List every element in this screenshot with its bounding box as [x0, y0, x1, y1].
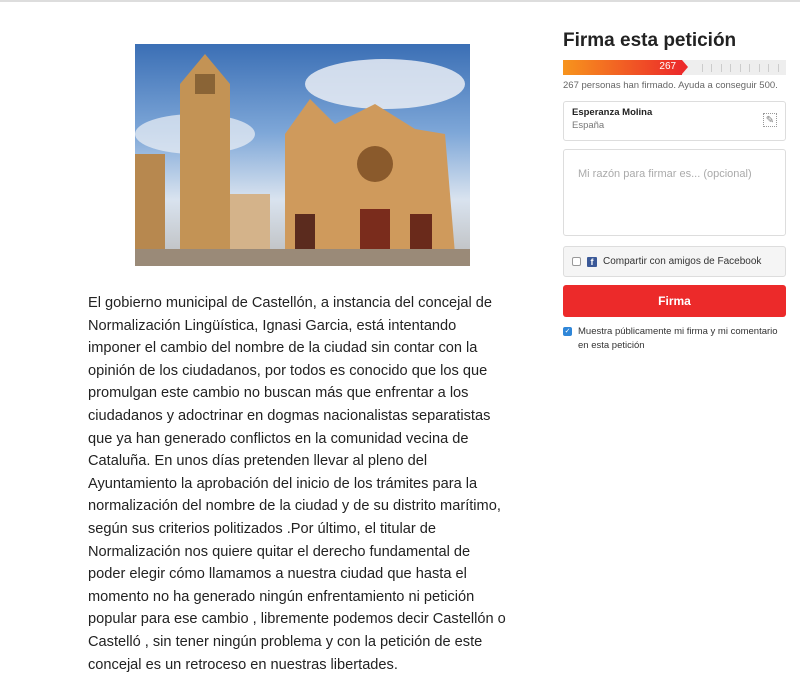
- sign-panel: [563, 30, 786, 353]
- description-line: según sus criterios politizados .Por último, el titular de: [88, 520, 436, 537]
- petition-description: [88, 292, 538, 676]
- signer-country: España: [572, 120, 605, 131]
- description-line: promulgan este cambio no buscan más que enfrentar a los: [88, 385, 469, 402]
- progress-tick: [759, 64, 760, 72]
- progress-tick: [721, 64, 722, 72]
- progress-tick: [768, 64, 769, 72]
- description-line: Cataluña. En unos días pretenden llevar al pleno del: [88, 453, 428, 470]
- description-line: El gobierno municipal de Castellón, a instancia del concejal de: [88, 295, 493, 311]
- progress-tick: [778, 64, 779, 72]
- description-line: que ya han generado conflictos en la comunidad vecina de: [88, 430, 469, 447]
- facebook-share-option[interactable]: [563, 246, 786, 277]
- progress-fill: [563, 60, 682, 75]
- progress-tick: [711, 64, 712, 72]
- share-label: Compartir con amigos de Facebook: [603, 256, 762, 267]
- signature-progress-bar: [563, 60, 786, 75]
- sign-panel-title: Firma esta petición: [563, 30, 737, 51]
- progress-tick: [749, 64, 750, 72]
- progress-tick: [740, 64, 741, 72]
- signer-info[interactable]: [563, 101, 786, 141]
- signer-name: Esperanza Molina: [572, 107, 653, 118]
- description-line: normalización del nombre de la ciudad y de su distrito marítimo,: [88, 498, 501, 515]
- public-checkbox-checked[interactable]: ✓: [564, 328, 571, 335]
- public-display-option[interactable]: [563, 325, 786, 353]
- description-line: Normalización nos quiere quitar el derecho fundamental de: [88, 543, 471, 560]
- description-line: opinión de los ciudadanos, por todos es conocido que los que: [88, 362, 488, 379]
- description-line: Castelló , sin tener ningún problema y con la petición de este: [88, 633, 483, 650]
- pencil-edit-icon[interactable]: ✎: [763, 113, 777, 127]
- description-line: popular para ese cambio , libremente podemos decir Castellón o: [88, 611, 506, 628]
- description-line: imponer el cambio del nombre de la ciudad sin contar con la: [88, 340, 478, 357]
- description-line: concejal es un retroceso en nuestras libertades.: [88, 656, 398, 673]
- description-line: Normalización Lingüística, Ignasi Garcia, está intentando: [88, 317, 457, 334]
- description-line: momento no ha generado ningún enfrentamiento ni petición: [88, 588, 475, 605]
- description-line: Ayuntamiento la aprobación del inicio de los trámites para la: [88, 475, 478, 492]
- signature-count-text: 267 personas han firmado. Ayuda a conseguir 500.: [563, 80, 778, 91]
- reason-textarea[interactable]: Mi razón para firmar es... (opcional): [563, 149, 786, 236]
- progress-arrow: [682, 60, 688, 74]
- facebook-icon: f: [587, 257, 597, 267]
- signature-count-badge: 267: [659, 61, 677, 72]
- top-divider: [0, 0, 800, 2]
- public-label: Muestra públicamente mi firma y mi comentario en esta petición: [578, 326, 778, 351]
- progress-tick: [702, 64, 703, 72]
- progress-tick: [730, 64, 731, 72]
- description-line: poder elegir cómo llamamos a nuestra ciudad que hasta el: [88, 566, 467, 583]
- share-checkbox[interactable]: [572, 257, 581, 266]
- description-line: ciudadanos y adoctrinar en dogmas nacionalistas separatistas: [88, 407, 491, 424]
- sign-button[interactable]: Firma: [563, 285, 786, 317]
- petition-photo-castellon-cathedral: [135, 44, 470, 266]
